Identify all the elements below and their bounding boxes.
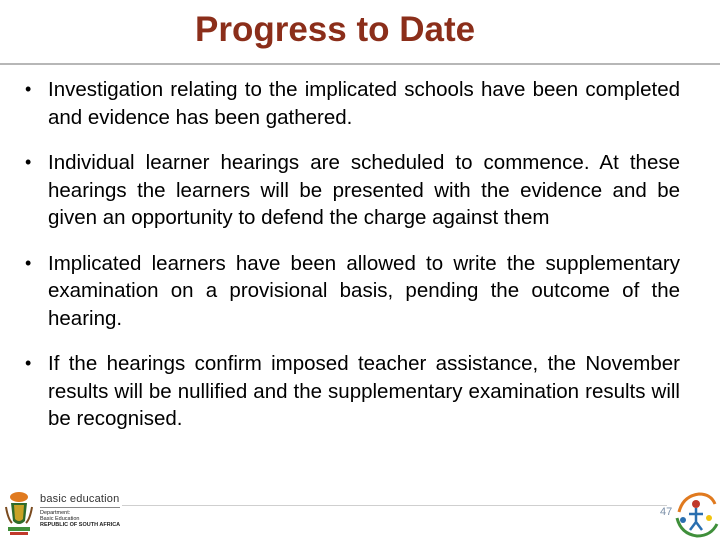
bullet-dot-icon: •	[25, 252, 32, 273]
bullet-text: Individual learner hearings are scheduled to commence. At these hearings the learners will be presented with the evidence and be given an opportunity to defend the charge against them	[48, 151, 680, 229]
bullet-dot-icon: •	[25, 353, 32, 373]
department-name: basic education	[40, 493, 120, 505]
bullet-text: Implicated learners have been allowed to write the supplementary examination on a provisional basis, pending the outcome of the hearing.	[48, 251, 680, 330]
bullet-dot-icon: •	[25, 79, 32, 99]
department-line: Department:	[40, 510, 71, 516]
footer-divider	[122, 505, 667, 506]
bullet-item	[20, 350, 680, 433]
bullet-item	[20, 76, 680, 131]
slide-number: 47	[660, 506, 673, 518]
bullet-dot-icon: •	[25, 152, 32, 172]
bullet-item	[20, 149, 680, 232]
anniversary-emblem-icon	[673, 490, 719, 540]
bullet-text: Investigation relating to the implicated schools have been completed and evidence has been gathered.	[48, 78, 680, 129]
slide-title: Progress to Date	[195, 10, 476, 49]
department-logo-divider	[40, 507, 120, 508]
department-line: Basic Education	[40, 516, 80, 522]
department-line: REPUBLIC OF SOUTH AFRICA	[40, 522, 121, 528]
bullet-text: If the hearings confirm imposed teacher assistance, the November results will be nullified and the supplementary examination results will be recognised.	[48, 352, 680, 430]
bullet-item	[20, 250, 680, 333]
bullet-list	[20, 76, 680, 451]
slide-footer	[0, 488, 720, 540]
title-divider	[0, 63, 720, 65]
department-logo	[40, 493, 122, 535]
coat-of-arms-icon	[3, 491, 35, 537]
